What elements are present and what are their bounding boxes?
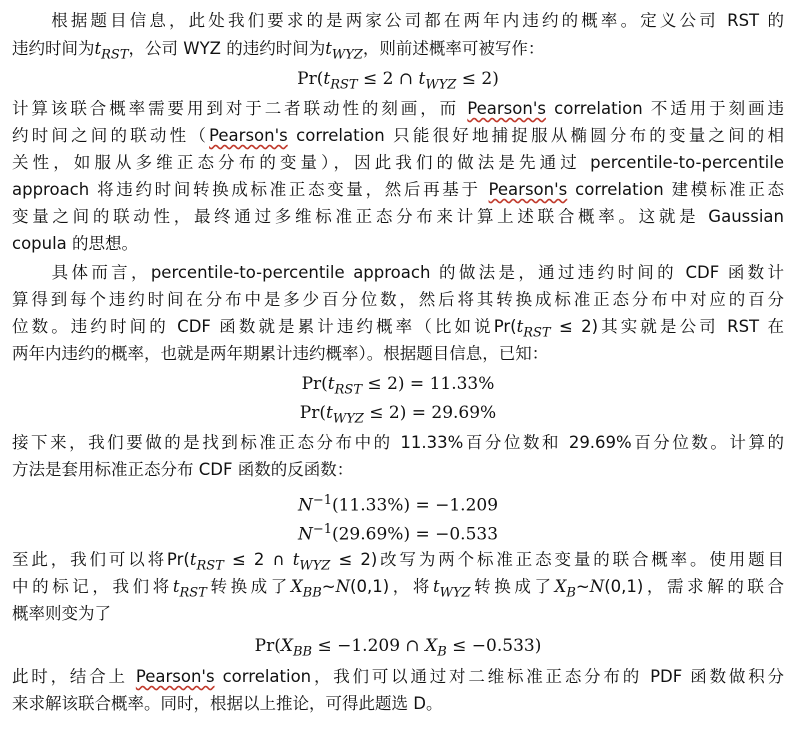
equation-rst-probability: $Pr(t_{RST} \le 2) = 11.33\%$ xyxy=(301,374,495,398)
text-line: 此时，结合上 Pearson's correlation，我们可以通过对二维标准正态分布的 PDF 函数做积分 xyxy=(12,667,784,686)
text-line: 接下来，我们要做的是找到标准正态分布中的 11.33%百分位数和 29.69%百分位数。计算的 xyxy=(12,433,784,452)
text-line: 两年内违约的概率，也就是两年期累计违约概率）。根据题目信息，已知： xyxy=(12,344,549,363)
text-line: 方法是套用标准正态分布 CDF 函数的反函数： xyxy=(12,460,354,479)
text-line: 具体而言，percentile-to-percentile approach 的做法是，通过违约时间的 CDF 函数计 xyxy=(12,263,784,282)
text-line: copula 的思想。 xyxy=(12,234,139,253)
equation-inverse-cdf-1: $N^{-1}(11.33\%) = -1.209$ xyxy=(297,493,499,516)
text-line: 概率则变为了 xyxy=(12,604,111,623)
equation-standard-normal-joint: $Pr(X_{BB} \le -1.209$ ∩ $X_B \le -0.533$) xyxy=(254,636,542,660)
text-line: 关性，如服从多维正态分布的变量），因此我们的做法是先通过 percentile-to-percentile xyxy=(12,153,784,172)
text-line-with-math: 至此，我们可以将$Pr(t_{RST} \le 2$ ∩ $t_{WYZ} \le 2$)改写为两个标准正态变量的联合概率。使用题目 xyxy=(12,550,784,574)
text-line-with-math: 违约时间为$t_{RST}$，公司 WYZ 的违约时间为$t_{WYZ}$，则前述概率可被写作： xyxy=(12,39,545,63)
text-line: 算得到每个违约时间在分布中是多少百分位数，然后将其转换成标准正态分布中对应的百分 xyxy=(12,290,784,309)
text-line: approach 将违约时间转换成标准正态变量，然后再基于 Pearson's correlation 建模标准正态 xyxy=(12,180,784,199)
text-line: 根据题目信息，此处我们要求的是两家公司都在两年内违约的概率。定义公司 RST 的 xyxy=(12,11,784,30)
equation-joint-probability: $Pr(t_{RST} \le 2$ ∩ $t_{WYZ} \le 2$) xyxy=(297,69,499,93)
equation-inverse-cdf-2: $N^{-1}(29.69\%) = -0.533$ xyxy=(297,522,499,545)
text-line: 计算该联合概率需要用到对于二者联动性的刻画，而 Pearson's correlation 不适用于刻画违 xyxy=(12,99,784,118)
text-line: 来求解该联合概率。同时，根据以上推论，可得此题选 D。 xyxy=(12,694,443,713)
text-span: 违约时间为 xyxy=(12,39,95,58)
text-span: ，则前述概率可被写作： xyxy=(362,39,545,58)
text-line: 约时间之间的联动性（Pearson's correlation 只能很好地捕捉服从椭圆分布的变量之间的相 xyxy=(12,126,784,145)
equation-wyz-probability: $Pr(t_{WYZ} \le 2) = 29.69\%$ xyxy=(299,403,497,427)
text-line: 变量之间的联动性，最终通过多维标准正态分布来计算上述联合概率。这就是 Gaussian xyxy=(12,207,784,226)
text-line-with-math: 中的标记，我们将$t_{RST}$转换成了$X_{BB}\sim N(0,1)$，将$t_{WYZ}$转换成了$X_B\sim N(0,1)$，需求解的联合 xyxy=(12,577,784,601)
text-span: ，公司 WYZ 的违约时间为 xyxy=(128,39,326,58)
text-line-with-math: 位数。违约时间的 CDF 函数就是累计违约概率（比如说$Pr(t_{RST} \le 2)$其实就是公司 RST 在 xyxy=(12,317,784,341)
